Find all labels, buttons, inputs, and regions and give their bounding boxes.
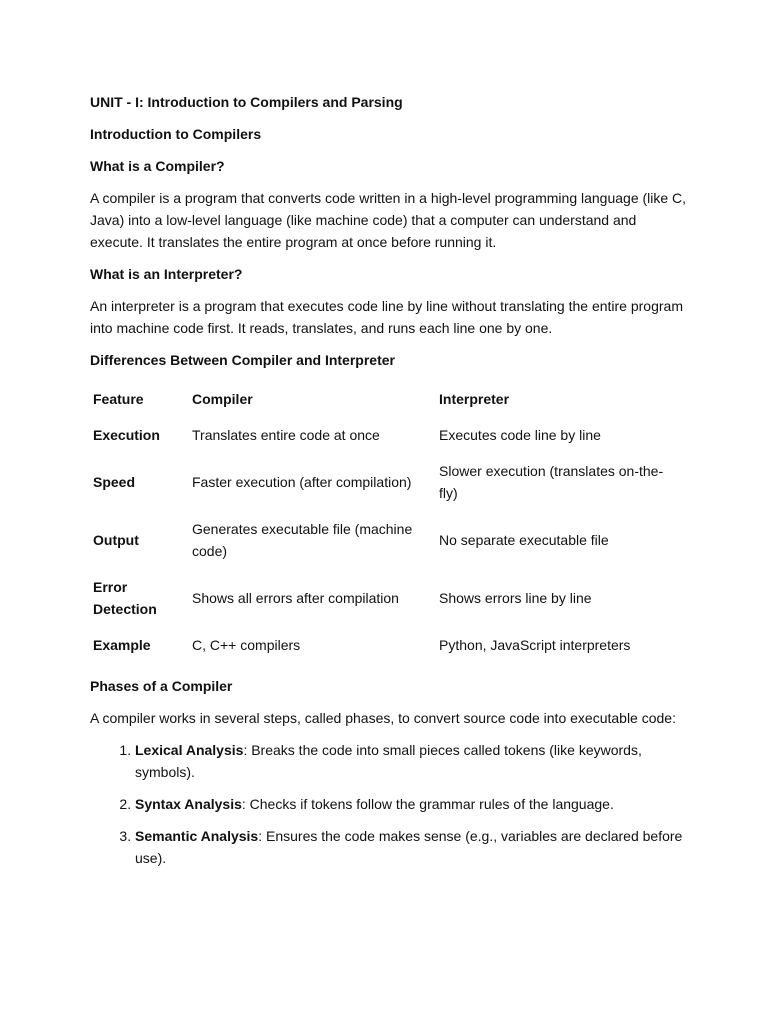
table-cell-compiler: Translates entire code at once — [192, 427, 380, 443]
table-row — [90, 627, 680, 663]
list-item — [135, 825, 690, 869]
table-cell-compiler: Generates executable file (machine code) — [192, 521, 413, 559]
table-cell-interpreter: Slower execution (translates on-the-fly) — [439, 463, 664, 501]
interpreter-definition: An interpreter is a program that executes code line by line without translating the entire program into machine code first. It reads, translates, and runs each line one by one. — [90, 298, 683, 336]
table-cell-compiler: C, C++ compilers — [192, 637, 301, 653]
phases-intro: A compiler works in several steps, called phases, to convert source code into executable code: — [90, 710, 676, 726]
table-cell-interpreter: Shows errors line by line — [439, 590, 592, 606]
differences-heading: Differences Between Compiler and Interpreter — [90, 352, 395, 368]
table-row — [90, 511, 680, 569]
table-cell-feature: Error Detection — [93, 579, 157, 617]
table-cell-feature: Output — [93, 532, 139, 548]
table-cell-feature: Execution — [93, 427, 160, 443]
table-row — [90, 569, 680, 627]
table-cell-feature: Example — [93, 637, 151, 653]
document-page — [90, 91, 690, 879]
phase-desc: : Breaks the code into small pieces called tokens (like keywords, symbols). — [135, 742, 642, 780]
table-row — [90, 417, 680, 453]
phases-list — [90, 739, 690, 869]
table-cell-feature: Speed — [93, 474, 136, 490]
interpreter-question: What is an Interpreter? — [90, 266, 243, 282]
table-row — [90, 453, 680, 511]
compiler-question: What is a Compiler? — [90, 158, 225, 174]
table-header-row — [90, 381, 680, 417]
table-cell-interpreter: No separate executable file — [439, 532, 609, 548]
list-item — [135, 739, 690, 783]
comparison-table — [90, 381, 680, 663]
table-header-compiler: Compiler — [192, 391, 253, 407]
unit-title: UNIT - I: Introduction to Compilers and Parsing — [90, 94, 403, 110]
phase-term: Semantic Analysis — [135, 828, 259, 844]
compiler-definition: A compiler is a program that converts code written in a high-level programming language (like C, Java) into a low-level language (like machine code) that a computer can understand and execute. It translates the entire program at once before running it. — [90, 190, 687, 250]
table-cell-interpreter: Python, JavaScript interpreters — [439, 637, 631, 653]
table-cell-compiler: Faster execution (after compilation) — [192, 474, 412, 490]
intro-heading: Introduction to Compilers — [90, 126, 262, 142]
phase-term: Syntax Analysis — [135, 796, 242, 812]
table-header-interpreter: Interpreter — [439, 391, 510, 407]
phase-term: Lexical Analysis — [135, 742, 244, 758]
phase-desc: : Ensures the code makes sense (e.g., variables are declared before use). — [135, 828, 683, 866]
table-cell-interpreter: Executes code line by line — [439, 427, 601, 443]
phases-heading: Phases of a Compiler — [90, 678, 233, 694]
phase-desc: : Checks if tokens follow the grammar rules of the language. — [241, 796, 614, 812]
table-header-feature: Feature — [93, 391, 144, 407]
table-cell-compiler: Shows all errors after compilation — [192, 590, 399, 606]
list-item — [135, 793, 690, 815]
